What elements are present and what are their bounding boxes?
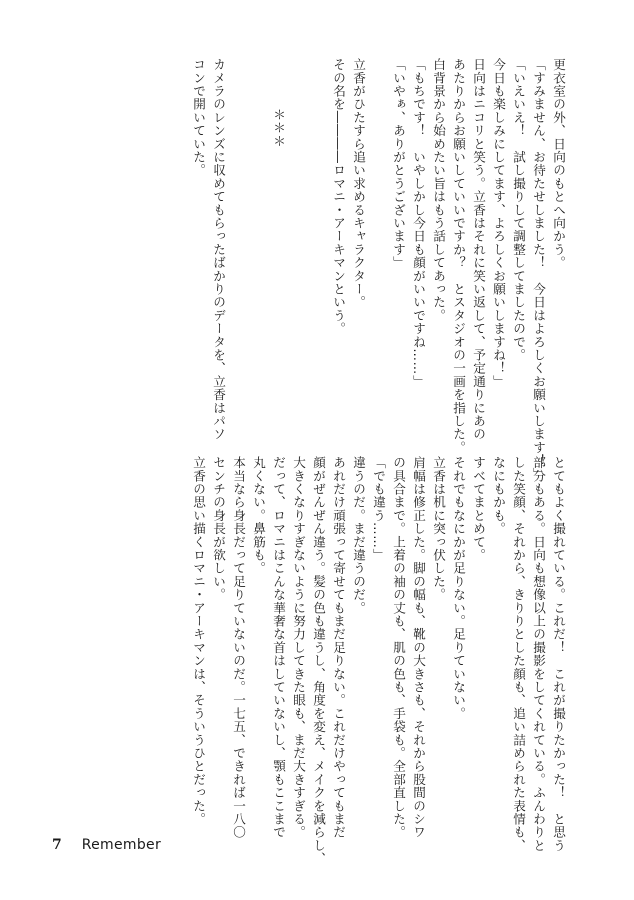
running-title: Remember (81, 837, 162, 853)
text-line: すべてまとめて。 (471, 456, 486, 562)
blank-line (228, 58, 248, 438)
blank-line (248, 58, 268, 438)
text-line: 肩幅は修正した。脚の幅も、靴の大きさも、それから股間のシワ (411, 456, 426, 839)
text-line: それでもなにかが足りない。足りていない。 (451, 456, 466, 720)
text-line: とてもよく撮れている。これだ！ これが撮りたかった！ と思う (551, 456, 566, 852)
text-line: の具合まで。上着の袖の丈も、肌の色も、手袋も。全部直した。 (391, 456, 406, 839)
text-line: 本当なら身長だって足りていないのだ。一七五、できれば一八〇 (231, 456, 246, 839)
page-number: 7 (52, 837, 62, 853)
text-line: カメラのレンズに収めてもらったばかりのデータを、立香はパソ (211, 58, 226, 441)
text-line: 部分もある。日向も想像以上の撮影をしてくれている。ふんわりと (531, 456, 546, 852)
text-line: あたりからお願いしていいですか？ とスタジオの一画を指した。 (451, 58, 466, 454)
text-line: 違うのだ。まだ違うのだ。 (351, 456, 366, 615)
blank-line (308, 58, 328, 438)
text-line: あれだけ頑張って寄せてもまだ足りない。これだけやってもまだ (331, 456, 346, 839)
text-line: だって、ロマニはこんな華奢な首はしていないし、顎もここまで (271, 456, 286, 839)
text-line: 大きくなりすぎないように努力してきた眼も、まだ大きすぎる。 (291, 456, 306, 839)
text-line: コンで開いていた。 (191, 58, 206, 177)
text-line: その名を――――ロマニ・アーキマンという。 (331, 58, 346, 336)
text-line: 「でも違う……」 (371, 456, 386, 562)
text-line: 「いえいえ！ 試し撮りして調整してましたので。 (511, 58, 526, 362)
text-line: なにもかも。 (491, 456, 506, 536)
text-line: センチの身長が欲しい。 (211, 456, 226, 602)
blank-line (288, 58, 308, 438)
text-line: 白背景から始めたい旨はもう話してあった。 (431, 58, 446, 322)
text-line: 今日も楽しみにしてます、よろしくお願いしますね！」 (491, 58, 506, 388)
blank-line (368, 58, 388, 438)
text-line: 立香は机に突っ伏した。 (431, 456, 446, 602)
text-line: 「すみません、お待たせしました！ 今日はよろしくお願いします！」 (531, 58, 546, 481)
text-line: 「いやぁ、ありがとうございます」 (391, 58, 406, 270)
text-line: 「もちです！ いやしかし今日も顔がいいですね……」 (411, 58, 426, 388)
text-line: 立香の思い描くロマニ・アーキマンは、そういうひとだった。 (191, 456, 206, 826)
page-footer (52, 837, 161, 853)
text-line: 更衣室の外、日向のもとへ向かう。 (551, 58, 566, 270)
text-line: 日向はニコリと笑う。立香はそれに笑い返して、予定通りにあの (471, 58, 486, 441)
lower-text-block (188, 456, 568, 866)
text-line: 顔がぜんぜん違う。髪の色も違うし、角度を変え、メイクを減らし、 (311, 456, 326, 866)
text-line: 立香がひたすら追い求めるキャラクター。 (351, 58, 366, 309)
section-break: ＊＊＊ (271, 108, 286, 148)
text-line: した笑顔、それから、きりりとした顔も、追い詰められた表情も、 (511, 456, 526, 852)
text-line: 丸くない。鼻筋も。 (251, 456, 266, 575)
upper-text-block (188, 58, 568, 481)
